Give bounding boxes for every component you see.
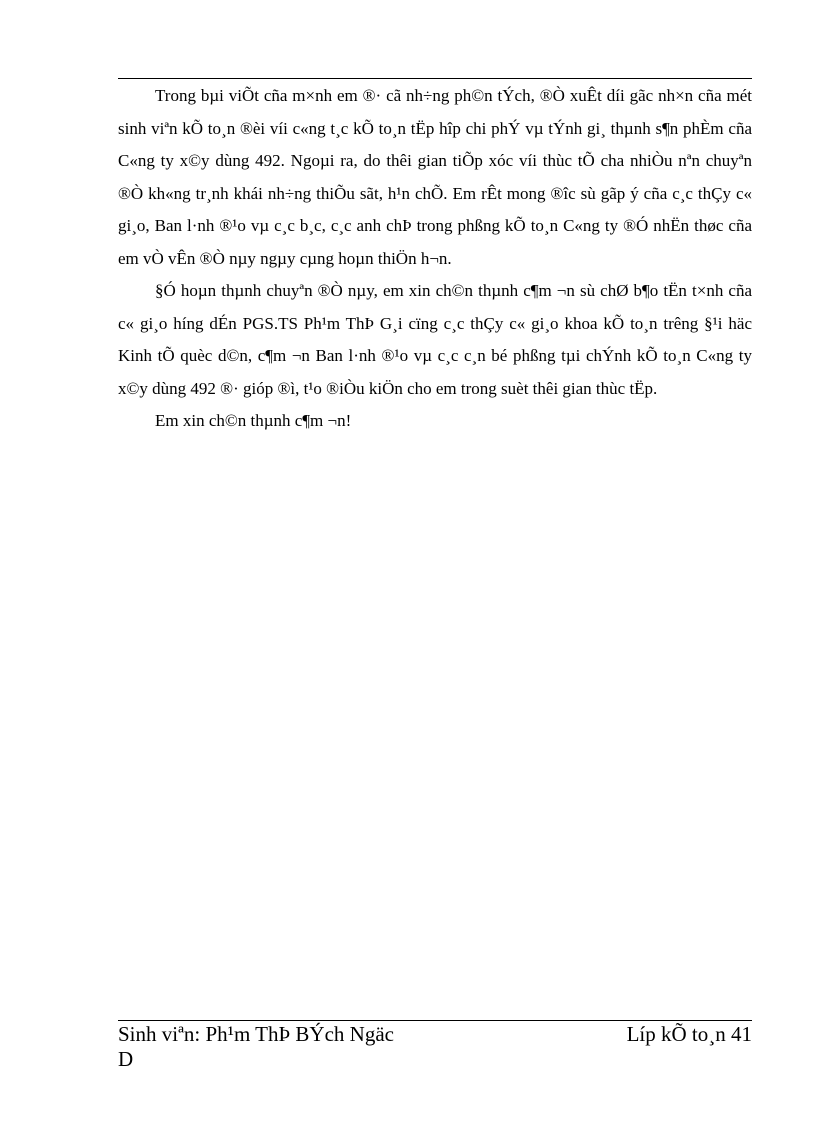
footer-student-name: Sinh viªn: Ph¹m ThÞ BÝch Ngäc D <box>118 1022 394 1071</box>
paragraph-acknowledgement: §Ó hoµn thµnh chuyªn ®Ò nµy, em xin ch©n thµnh c¶m ¬n sù chØ b¶o tËn t×nh cña c« gi¸o híng dÉn PGS.TS Ph¹m ThÞ G¸i cïng c¸c thÇy c« gi¸o khoa kÕ to¸n trêng §¹i häc Kinh tÕ quèc d©n, c¶m ¬n Ban l·nh ®¹o vµ c¸c c¸n bé phßng tµi chÝnh kÕ to¸n C«ng ty x©y dùng 492 ®· gióp ®ì, t¹o ®iÒu kiÖn cho em trong suèt thêi gian thùc tËp. <box>118 281 752 398</box>
paragraph-conclusion: Trong bµi viÕt cña m×nh em ®· cã nh÷ng ph©n tÝch, ®Ò xuÊt díi gãc nh×n cña mét sinh viªn kÕ to¸n ®èi víi c«ng t¸c kÕ to¸n tËp hîp chi phÝ vµ tÝnh gi¸ thµnh s¶n phÈm cña C«ng ty x©y dùng 492. Ngoµi ra, do thêi gian tiÕp xóc víi thùc tÕ cha nhiÒu nªn chuyªn ®Ò kh«ng tr¸nh khái nh÷ng thiÕu sãt, h¹n chÕ. Em rÊt mong ®îc sù gãp ý cña c¸c thÇy c« gi¸o, Ban l·nh ®¹o vµ c¸c b¸c, c¸c anh chÞ trong phßng kÕ to¸n C«ng ty ®Ó nhËn thøc cña em vÒ vÊn ®Ò nµy ngµy cµng hoµn thiÖn h¬n. <box>118 86 752 268</box>
paragraph-thanks: Em xin ch©n thµnh c¶m ¬n! <box>155 411 352 430</box>
footer-rule <box>118 1020 752 1021</box>
header-rule <box>118 78 752 79</box>
footer-class-name: Líp kÕ to¸n 41 <box>626 1022 752 1046</box>
document-body <box>118 80 752 438</box>
